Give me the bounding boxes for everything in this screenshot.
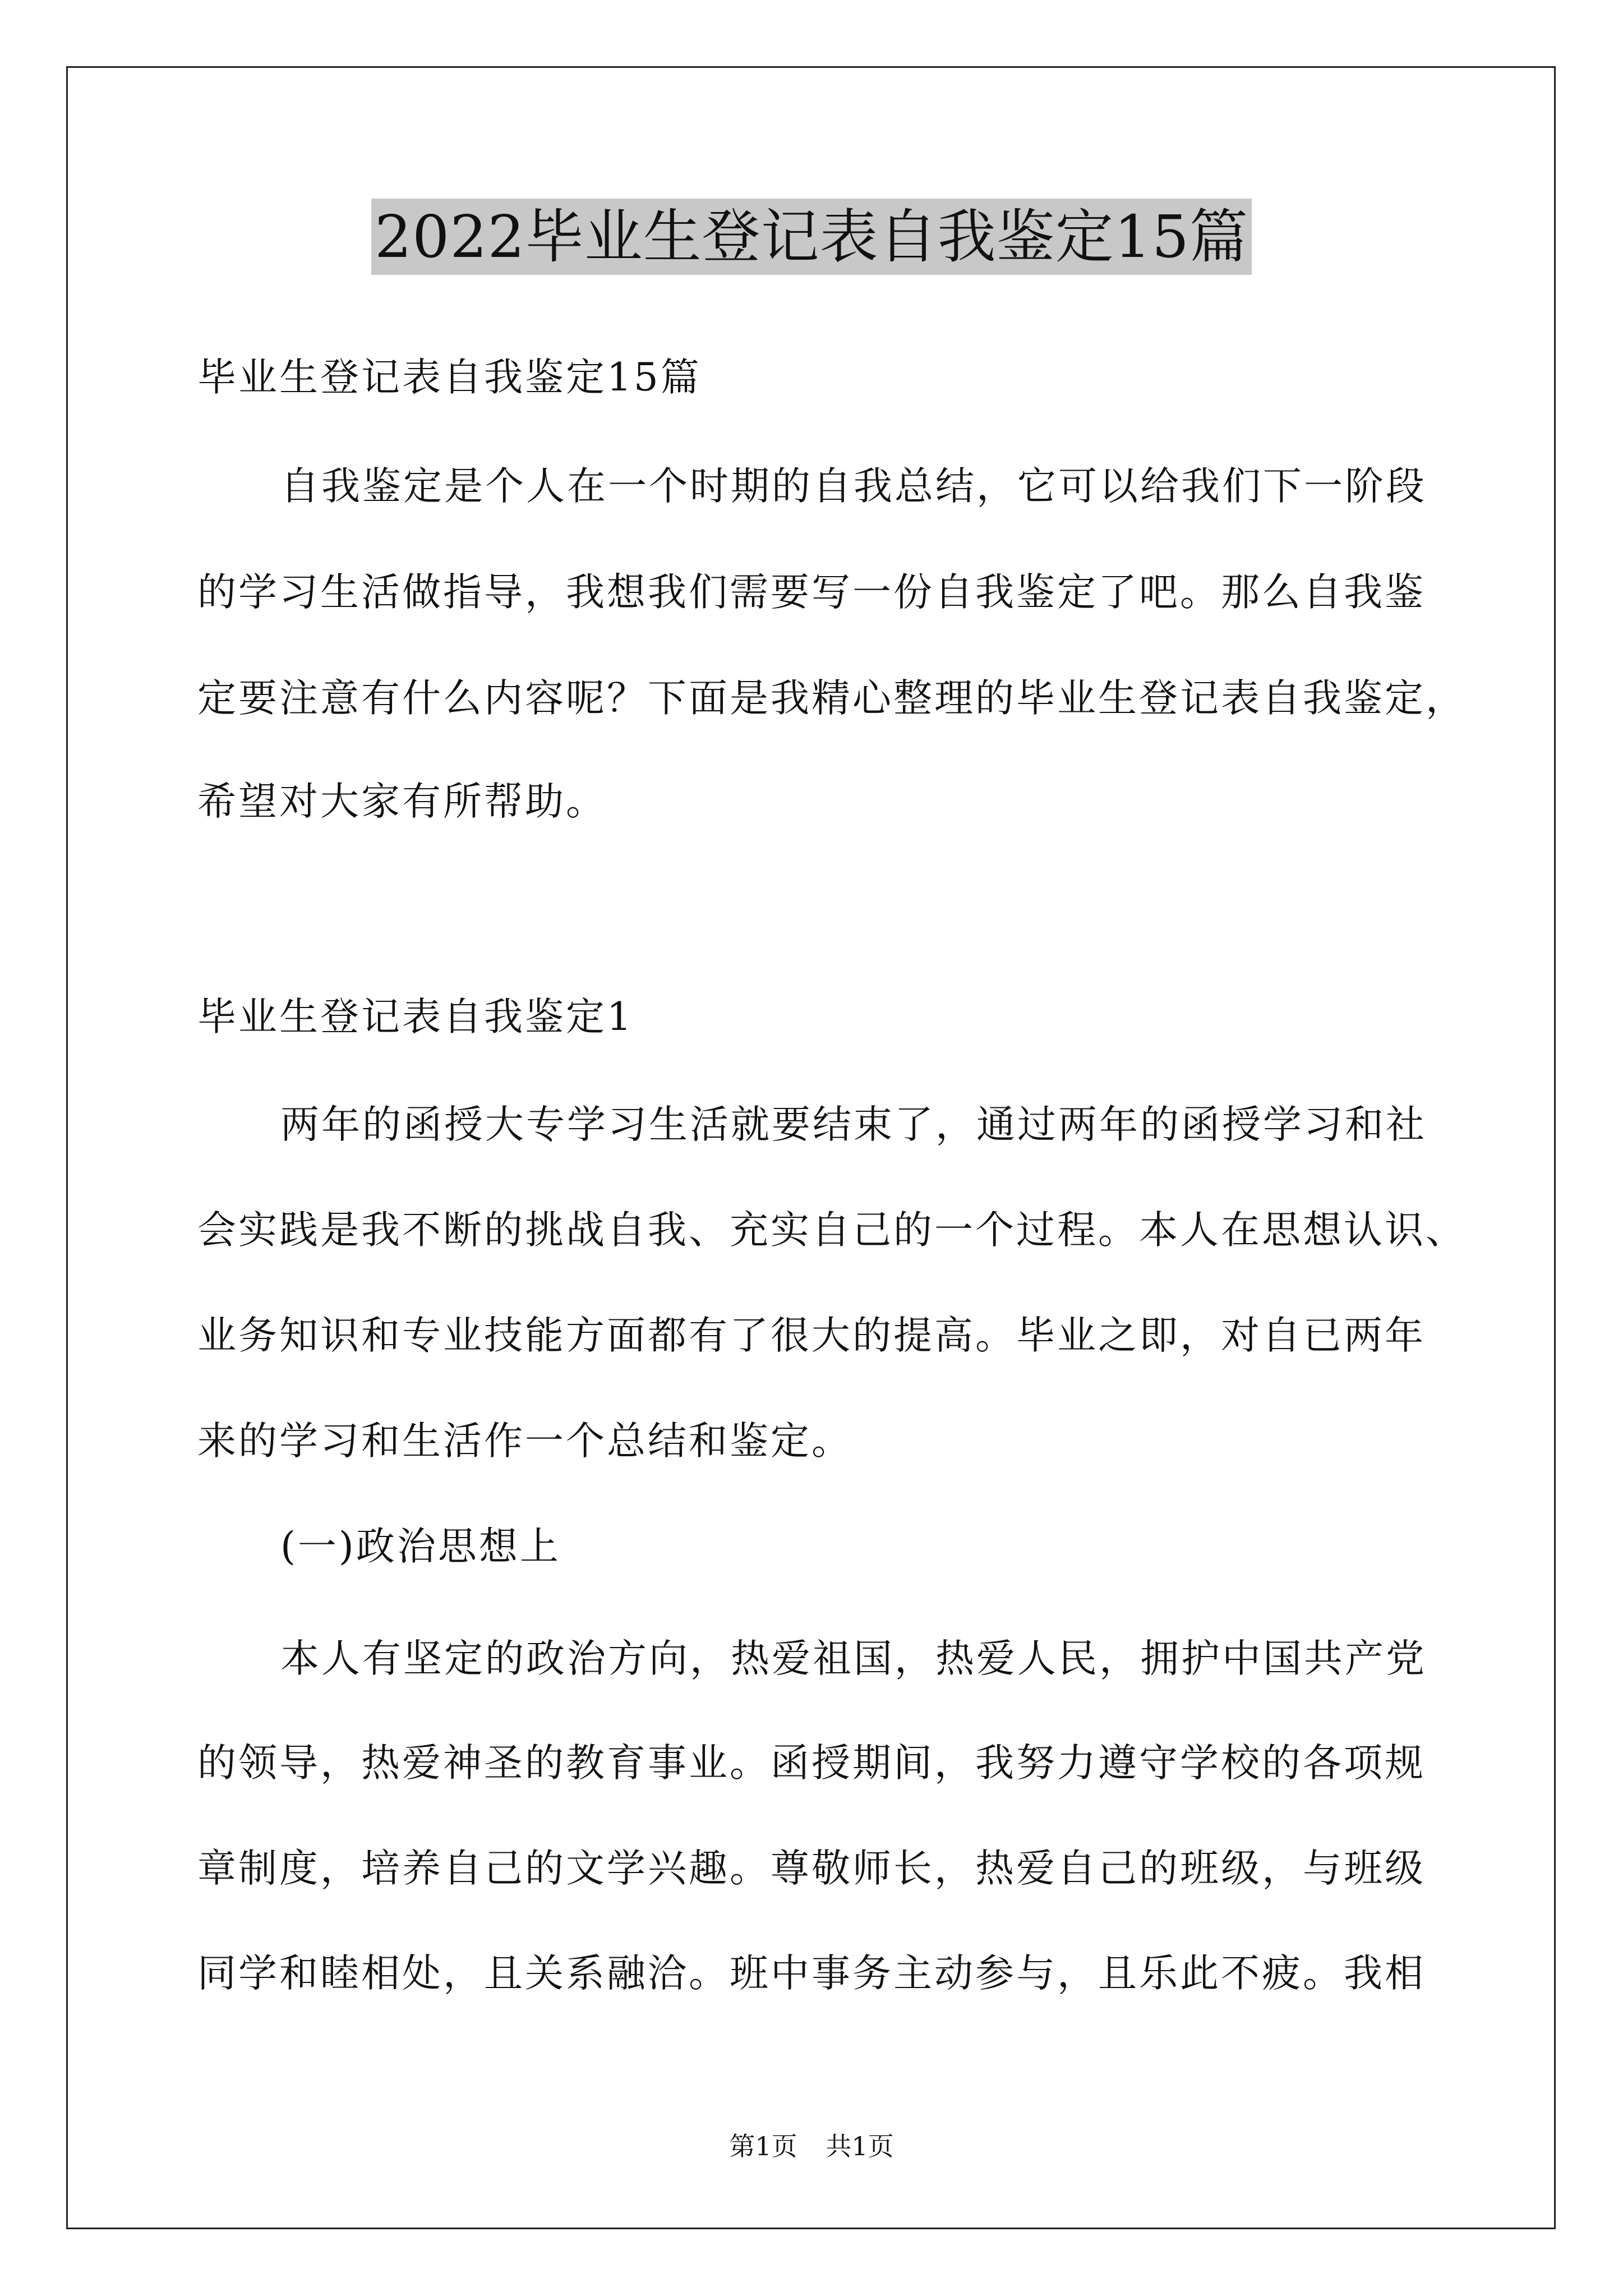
paragraph-line: 的领导，热爱神圣的教育事业。函授期间，我努力遵守学校的各项规 xyxy=(197,1741,1426,1786)
subsection-heading: (一)政治思想上 xyxy=(280,1524,561,1569)
title-container xyxy=(0,199,1623,275)
paragraph-line: 定要注意有什么内容呢？下面是我精心整理的毕业生登记表自我鉴定， xyxy=(197,676,1467,721)
paragraph-line: 希望对大家有所帮助。 xyxy=(197,779,607,824)
paragraph-line: 业务知识和专业技能方面都有了很大的提高。毕业之即，对自已两年 xyxy=(197,1313,1426,1358)
paragraph-line: 自我鉴定是个人在一个时期的自我总结，它可以给我们下一阶段 xyxy=(280,464,1427,509)
paragraph-line: 本人有坚定的政治方向，热爱祖国，热爱人民，拥护中国共产党 xyxy=(280,1636,1427,1681)
paragraph-line: 的学习生活做指导，我想我们需要写一份自我鉴定了吧。那么自我鉴 xyxy=(197,570,1426,615)
page-number-total: 共1页 xyxy=(826,2131,894,2161)
paragraph-line: 章制度，培养自己的文学兴趣。尊敬师长，热爱自己的班级，与班级 xyxy=(197,1846,1426,1891)
paragraph-line: 会实践是我不断的挑战自我、充实自己的一个过程。本人在思想认识、 xyxy=(197,1208,1467,1253)
paragraph-line: 同学和睦相处，且关系融洽。班中事务主动参与，且乐此不疲。我相 xyxy=(197,1951,1426,1996)
subtitle-line: 毕业生登记表自我鉴定15篇 xyxy=(197,355,702,400)
paragraph-line: 来的学习和生活作一个总结和鉴定。 xyxy=(197,1419,852,1464)
document-title: 2022毕业生登记表自我鉴定15篇 xyxy=(371,199,1252,275)
page-footer xyxy=(0,2129,1623,2163)
section-heading: 毕业生登记表自我鉴定1 xyxy=(197,995,634,1039)
paragraph-line: 两年的函授大专学习生活就要结束了，通过两年的函授学习和社 xyxy=(280,1102,1427,1147)
page-number-current: 第1页 xyxy=(729,2131,797,2161)
